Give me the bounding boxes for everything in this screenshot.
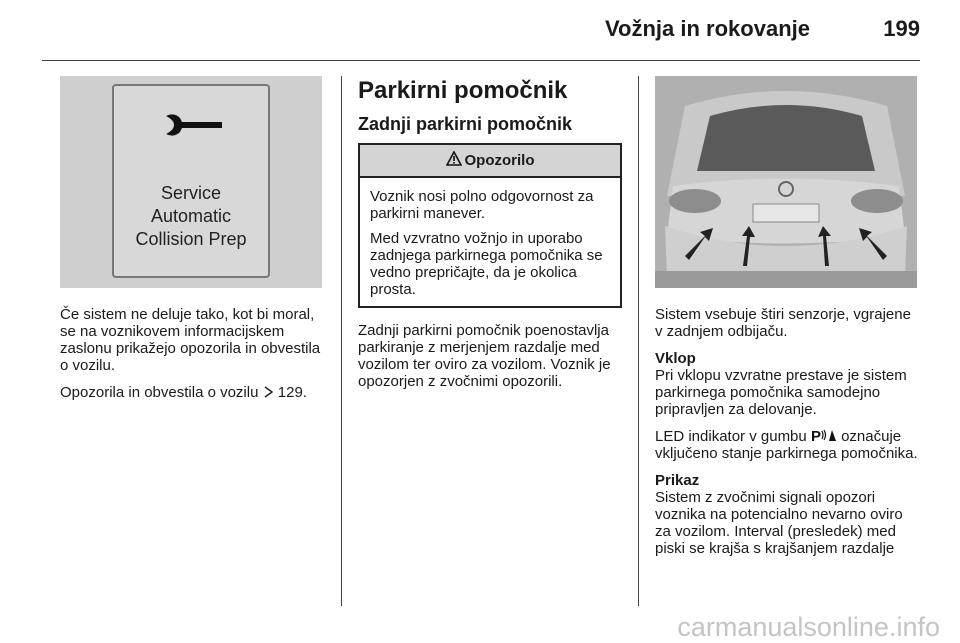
svg-text:P: P — [810, 428, 821, 442]
column-divider-1 — [341, 76, 342, 606]
display-line-service: Service — [160, 183, 222, 203]
display-illustration — [60, 76, 322, 288]
warning-title: Opozorilo — [464, 152, 535, 169]
warning-paragraph-2: Med vzvratno vožnjo in uporabo zadnjega parkirnega pomočnika se vedno prepričajte, da je okolica prosta. — [370, 230, 603, 298]
warning-header — [360, 145, 620, 178]
warning-paragraph-1: Voznik nosi polno odgovornost za parkirni manever. — [370, 188, 594, 222]
display-line-automatic: Automatic — [150, 206, 232, 226]
paragraph-reference — [60, 384, 328, 401]
header-rule — [42, 60, 920, 61]
page-header-title: Vožnja in rokovanje — [605, 16, 810, 41]
led-text-after: označuje vključeno stanje parkirnega pomočnika. — [655, 428, 918, 462]
prikaz-text: Sistem z zvočnimi signali opozori voznika na potencialno nevarno oviro za vozilom. Interval (presledek) med piski se krajša s krajšanjem razdalje — [655, 489, 903, 557]
paragraph-malfunction: Če sistem ne deluje tako, kot bi moral, se na voznikovem informacijskem zaslonu prikažejo opozorila in obvestila o vozilu. — [60, 306, 321, 374]
paragraph-description: Zadnji parkirni pomočnik poenostavlja parkiranje z merjenjem razdalje med vozilom ter oviro za vozilom. Voznik je opozorjen z zvočnimi opozorili. — [358, 322, 611, 390]
arrow-reference-icon — [263, 384, 278, 401]
section-heading: Parkirni pomočnik — [358, 77, 568, 104]
warning-body — [360, 178, 620, 298]
watermark: carmanualsonline.info — [677, 612, 940, 642]
column-left — [60, 76, 328, 411]
warning-box — [358, 143, 622, 308]
column-divider-2 — [638, 76, 639, 606]
parking-sensor-icon — [811, 428, 841, 445]
column-middle — [358, 76, 622, 400]
driver-info-display — [112, 84, 270, 278]
paragraph-prikaz — [655, 472, 921, 557]
prikaz-title: Prikaz — [655, 472, 700, 489]
display-line-collision-prep: Collision Prep — [135, 229, 247, 249]
led-text-before: LED indikator v gumbu — [655, 428, 807, 445]
wrench-icon — [164, 112, 224, 138]
vklop-text: Pri vklopu vzvratne prestave je sistem parkirnega pomočnika samodejno pripravljen za delovanje. — [655, 367, 907, 418]
column-right — [655, 76, 921, 567]
section-subheading: Zadnji parkirni pomočnik — [358, 114, 573, 134]
page-number: 199 — [883, 16, 920, 41]
paragraph-vklop — [655, 350, 921, 418]
reference-page[interactable]: 129. — [277, 384, 307, 401]
warning-triangle-icon — [446, 151, 462, 170]
car-rear-photo — [655, 76, 917, 288]
paragraph-led — [655, 428, 921, 462]
vklop-title: Vklop — [655, 350, 696, 367]
reference-text: Opozorila in obvestila o vozilu — [60, 384, 259, 401]
paragraph-sensors: Sistem vsebuje štiri senzorje, vgrajene v zadnjem odbijaču. — [655, 306, 911, 340]
